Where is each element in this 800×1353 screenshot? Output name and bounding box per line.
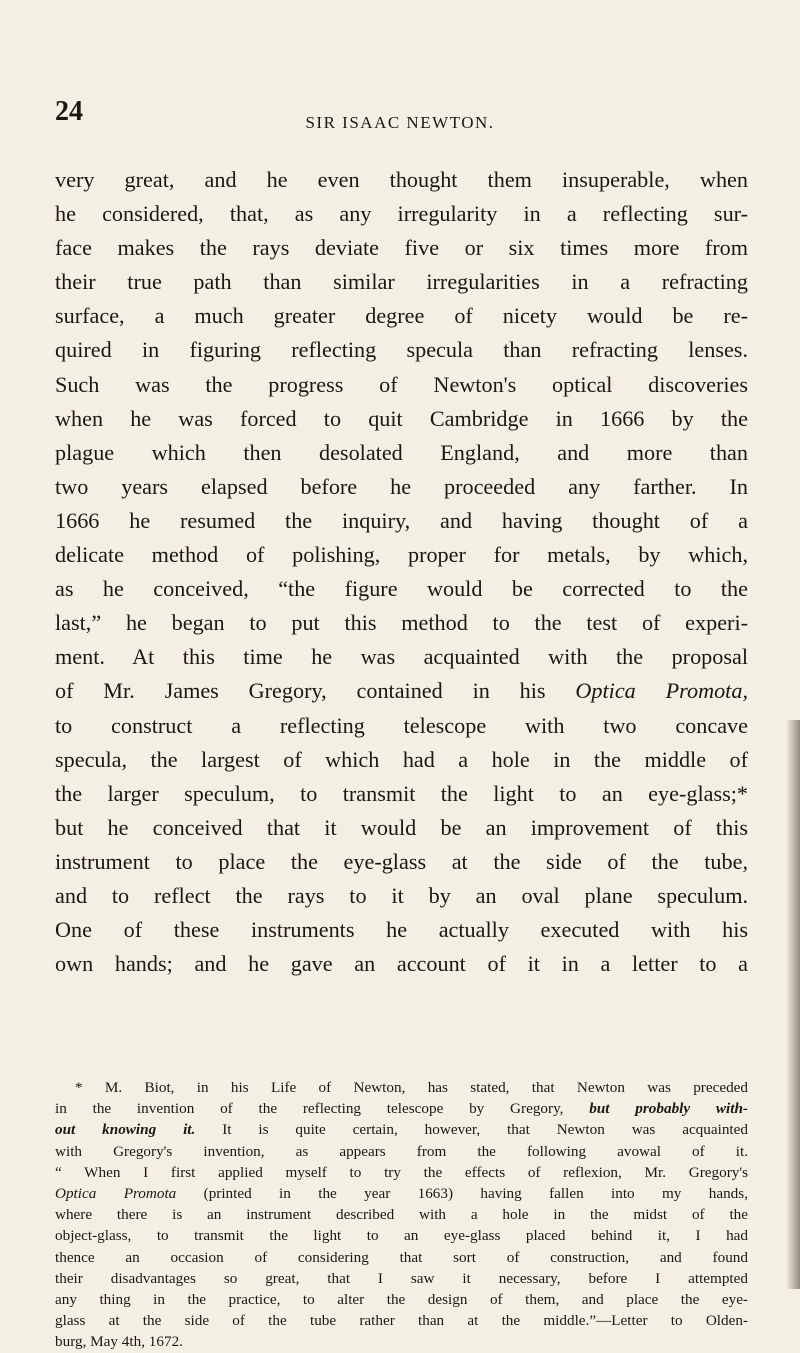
body-line: own hands; and he gave an account of it in a letter to a — [55, 951, 748, 977]
body-line: ment. At this time he was acquainted with the proposal — [55, 644, 748, 670]
footnote-line: object-glass, to transmit the light to an eye-glass placed behind it, I had — [55, 1227, 748, 1245]
footnote-emphasis: but probably with- — [589, 1100, 748, 1118]
footnote-line: where there is an instrument described with a hole in the midst of the — [55, 1206, 748, 1224]
footnote-line: burg, May 4th, 1672. — [55, 1333, 183, 1351]
footnote-line: thence an occasion of considering that sort of construction, and found — [55, 1248, 748, 1266]
body-line: very great, and he even thought them insuperable, when — [55, 167, 748, 192]
footnote-line: any thing in the practice, to alter the design of them, and place the eye- — [55, 1291, 748, 1309]
footnote — [55, 1077, 748, 1353]
footnote-line: * M. Biot, in his Life of Newton, has stated, that Newton was preceded — [75, 1079, 748, 1096]
footnote-line: their disadvantages so great, that I saw it necessary, before I attempted — [55, 1269, 748, 1287]
footnote-marker: * — [736, 780, 748, 806]
body-line: and to reflect the rays to it by an oval plane speculum. — [55, 882, 748, 908]
body-line: face makes the rays deviate five or six times more from — [55, 235, 748, 261]
page-number: 24 — [55, 96, 83, 127]
footnote-line — [55, 1183, 748, 1204]
body-line: Such was the progress of Newton's optical discoveries — [55, 371, 748, 397]
footnote-emphasis: out knowing it. — [55, 1121, 196, 1139]
body-line: surface, a much greater degree of nicety would be re- — [55, 303, 748, 329]
footnote-book-title: Optica Promota — [55, 1185, 177, 1203]
body-text — [55, 163, 748, 981]
body-line: 1666 he resumed the inquiry, and having thought of a — [55, 507, 748, 533]
footnote-line: glass at the side of the tube rather than at the middle.”—Letter to Olden- — [55, 1312, 748, 1330]
footnote-text: in the invention of the reflecting telescope by Gregory, — [55, 1100, 590, 1118]
body-line: to construct a reflecting telescope with two concave — [55, 712, 748, 738]
body-line — [55, 674, 748, 708]
body-line: as he conceived, “the figure would be corrected to the — [55, 576, 748, 602]
running-head: SIR ISAAC NEWTON. — [305, 113, 495, 132]
body-line — [55, 777, 748, 811]
body-line: instrument to place the eye-glass at the side of the tube, — [55, 848, 748, 874]
body-line: he considered, that, as any irregularity in a reflecting sur- — [55, 201, 748, 227]
body-line: delicate method of polishing, proper for metals, by which, — [55, 542, 748, 568]
footnote-line — [55, 1119, 748, 1140]
body-line-text: the larger speculum, to transmit the light to an eye-glass; — [55, 780, 737, 806]
footnote-text: (printed in the year 1663) having fallen into my hands, — [176, 1185, 748, 1203]
footnote-line: with Gregory's invention, as appears from the following avowal of it. — [55, 1142, 748, 1160]
book-title-optica-promota: Optica Promota, — [575, 678, 748, 704]
body-line: two years elapsed before he proceeded any farther. In — [55, 473, 748, 499]
body-line: plague which then desolated England, and more than — [55, 439, 748, 465]
page-edge-shadow — [786, 720, 800, 1289]
footnote-line — [55, 1098, 748, 1119]
body-line: One of these instruments he actually executed with his — [55, 917, 748, 943]
footnote-text: It is quite certain, however, that Newton was acquainted — [195, 1121, 748, 1139]
body-line: their true path than similar irregularities in a refracting — [55, 269, 748, 295]
body-line: but he conceived that it would be an improvement of this — [55, 814, 748, 840]
body-line: when he was forced to quit Cambridge in 1666 by the — [55, 405, 748, 431]
body-line: specula, the largest of which had a hole in the middle of — [55, 746, 748, 772]
footnote-line: “ When I first applied myself to try the effects of reflexion, Mr. Gregory's — [55, 1163, 748, 1181]
body-line-text: of Mr. James Gregory, contained in his — [55, 678, 576, 704]
body-line: last,” he began to put this method to the test of experi- — [55, 610, 748, 636]
body-line: quired in figuring reflecting specula than refracting lenses. — [55, 337, 748, 363]
